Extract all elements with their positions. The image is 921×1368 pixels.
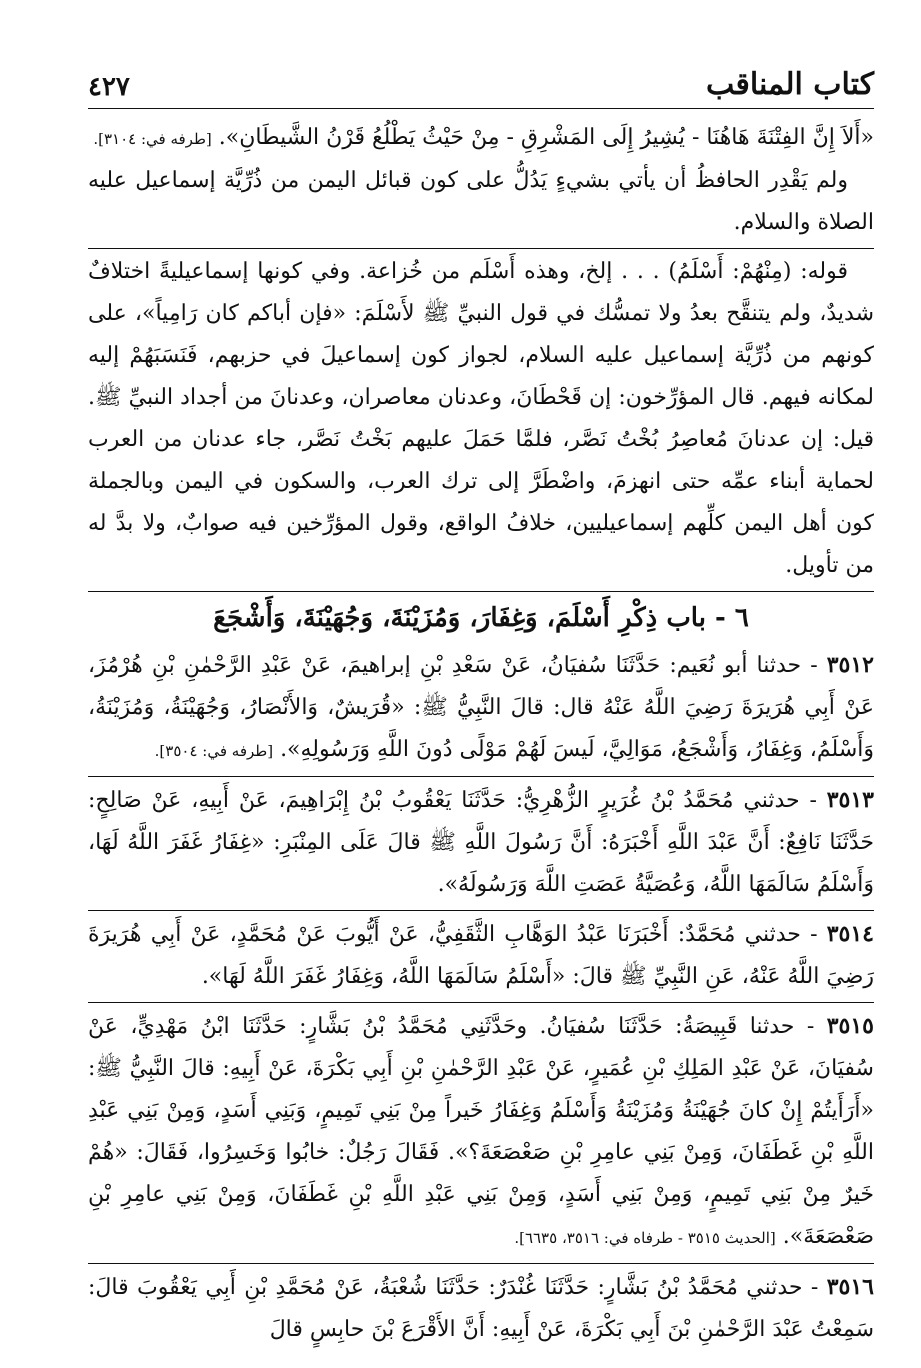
- hadith-text: - حدثني مُحَمَّدُ بْنُ غُرَيرٍ الزُّهْرِيُّ: حَدَّثَنَا يَعْقُوبُ بْنُ إِبْرَاهِيمَ، عَنْ أَبِيهِ، عَنْ صَالِحٍ: حَدَّثَنَا نَافِعٌ: أَنَّ عَبْدَ اللَّهِ أَخْبَرَهُ: أَنَّ رَسُولَ اللَّهِ ﷺ قالَ عَلَى المِنْبَرِ: «غِفَارُ غَفَرَ اللَّهُ لَهَا، وَأَسْلَمُ سَالَمَهَا اللَّهُ، وَعُصَيَّةُ عَصَتِ اللَّهَ وَرَسُولَهُ».: [88, 788, 874, 897]
- hadith-text: - حدثني مُحَمَّدٌ: أَخْبَرَنَا عَبْدُ الوَهَّابِ الثَّقَفِيُّ، عَنْ أَيُّوبَ عَنْ مُحَمَّدٍ، عَنْ أَبِي هُرَيرَةَ رَضِيَ اللَّهُ عَنْهُ، عَنِ النَّبِيِّ ﷺ قالَ: «أَسْلَمُ سَالَمَهَا اللَّهُ، وَغِفَارُ غَفَرَ اللَّهُ لَهَا».: [88, 922, 874, 989]
- commentary-quote: [88, 117, 874, 160]
- hadith-entry: [88, 644, 874, 772]
- hadith-number: ٣٥١٤: [826, 921, 874, 947]
- quote-reference: [طرفه في: ٣١٠٤].: [93, 130, 212, 148]
- divider: [88, 1002, 874, 1003]
- hadith-text: - حدثنا أبو نُعَيم: حَدَّثَنَا سُفيَانُ، عَنْ سَعْدِ بْنِ إبراهيمَ، عَنْ عَبْدِ الرَّحْمٰنِ بْنِ هُرْمُزَ، عَنْ أَبِي هُرَيرَةَ رَضِيَ اللَّهُ عَنْهُ قال: قالَ النَّبِيُّ ﷺ: «قُرَيشٌ، وَالأَنْصَارُ، وَجُهَيْنَةُ، وَمُزَيْنَةُ، وَأَسْلَمُ، وَغِفَارُ، وَأَشْجَعُ، مَوَالِيَّ، لَيسَ لَهُمْ مَوْلًى دُونَ اللَّهِ وَرَسُولِهِ».: [88, 653, 874, 762]
- hadith-number: ٣٥١٥: [826, 1013, 874, 1039]
- hadith-reference: [طرفه في: ٣٥٠٤].: [154, 742, 274, 760]
- page-number: ٤٢٧: [88, 72, 130, 102]
- hadith-reference: [الحديث ٣٥١٥ - طرفاه في: ٣٥١٦، ٦٦٣٥].: [514, 1229, 776, 1247]
- hadith-number: ٣٥١٦: [826, 1274, 874, 1300]
- commentary-paragraph: ولم يَقْدِر الحافظُ أن يأتي بشيءٍ يَدُلُّ على كون قبائل اليمن من ذُرِّيَّة إسماعيل عليه الصلاة والسلام.: [88, 168, 874, 235]
- divider: [88, 910, 874, 911]
- quote-text: «أَلاَ إِنَّ الفِتْنَةَ هَاهُنَا - يُشِيرُ إِلَى المَشْرِقِ - مِنْ حَيْثُ يَطْلُعُ قَرْنُ الشَّيطَانِ».: [218, 125, 874, 150]
- commentary-paragraph: قوله: (مِنْهُمْ: أَسْلَمُ) . . . إلخ، وهذه أَسْلَم من خُزاعة. وفي كونها إسماعيليةً اختلافٌ شديدٌ، ولم يتنقَّح بعدُ ولا تمسُّك في قول النبيِّ ﷺ لأَسْلَمَ: «فإن أباكم كان رَامِياً»، على كونهم من ذُرِّيَّة إسماعيل عليه السلام، لجواز كون إسماعيلَ في حزبهم، فَنَسَبَهُمْ إليه لمكانه فيهم. قال المؤرِّخون: إن قَحْطَانَ، وعدنان معاصران، وعدنانَ من أجداد النبيِّ ﷺ. قيل: إن عدنانَ مُعاصِرُ بُخْتُ نَصَّر، فلمَّا حَمَلَ عليهم بَخْتُ نَصَّر، جاء عدنان من العرب لحماية أبناء عمِّه حتى انهزمَ، واضْطَرَّ إلى ترك العرب، والسكون في اليمن وبالجملة كون أهل اليمن كلِّهم إسماعيليين، خلافُ الواقع، وقول المؤرِّخين فيه صوابٌ، ولا بدَّ له من تأويل.: [88, 259, 874, 578]
- hadith-entry: [88, 779, 874, 906]
- divider: [88, 776, 874, 777]
- divider: [88, 591, 874, 592]
- hadith-number: ٣٥١٢: [826, 652, 874, 678]
- page: [88, 56, 874, 1351]
- hadith-entry: [88, 1005, 874, 1259]
- hadith-text: - حدثنا قَبِيصَةُ: حَدَّثَنَا سُفيَانُ. وحَدَّثَنِي مُحَمَّدُ بْنُ بَشَّارٍ: حَدَّثَنَا ابْنُ مَهْدِيٍّ، عَنْ سُفيَانَ، عَنْ عَبْدِ المَلِكِ بْنِ عُمَيرٍ، عَنْ عَبْدِ الرَّحْمٰنِ بْنِ أَبِي بَكْرَةَ، عَنْ أَبِيهِ: قالَ النَّبِيُّ ﷺ: «أَرَأَيتُمْ إِنْ كانَ جُهَيْنَةُ وَمُزَيْنَةُ وَأَسْلَمُ وَغِفَارُ خَيراً مِنْ بَنِي تَمِيمٍ، وَبَنِي أَسَدٍ، وَمِنْ بَنِي عَبْدِ اللَّهِ بْنِ غَطَفَانَ، وَمِنْ بَنِي عامِرِ بْنِ صَعْصَعَةَ؟». فَقَالَ رَجُلٌ: خابُوا وَخَسِرُوا، فَقَالَ: «هُمْ خَيرٌ مِنْ بَنِي تَمِيمٍ، وَمِنْ بَنِي أَسَدٍ، وَمِنْ بَنِي عَبْدِ اللَّهِ بْنِ غَطَفَانَ، وَمِنْ بَنِي عامِرِ بْنِ صَعْصَعَةَ».: [88, 1014, 874, 1249]
- hadith-entry: [88, 1266, 874, 1351]
- running-title: كتاب المناقب: [706, 67, 874, 102]
- hadith-text: - حدثني مُحَمَّدُ بْنُ بَشَّارٍ: حَدَّثَنَا غُنْدَرٌ: حَدَّثَنَا شُعْبَةُ، عَنْ مُحَمَّدِ بْنِ أَبِي يَعْقُوبَ قالَ: سَمِعْتُ عَبْدَ الرَّحْمٰنِ بْنَ أَبِي بَكْرَةَ، عَنْ أَبِيهِ: أَنَّ الأَقْرَعَ بْنَ حابِسٍ قالَ: [88, 1275, 874, 1342]
- divider: [88, 1263, 874, 1264]
- hadith-entry: [88, 913, 874, 998]
- divider: [88, 248, 874, 249]
- hadith-number: ٣٥١٣: [826, 787, 874, 813]
- page-header: [88, 56, 874, 109]
- chapter-heading: ٦ - باب ذِكْرِ أَسْلَمَ، وَغِفَارَ، وَمُزَيْنَةَ، وَجُهَيْنَةَ، وَأَشْجَعَ: [213, 603, 749, 633]
